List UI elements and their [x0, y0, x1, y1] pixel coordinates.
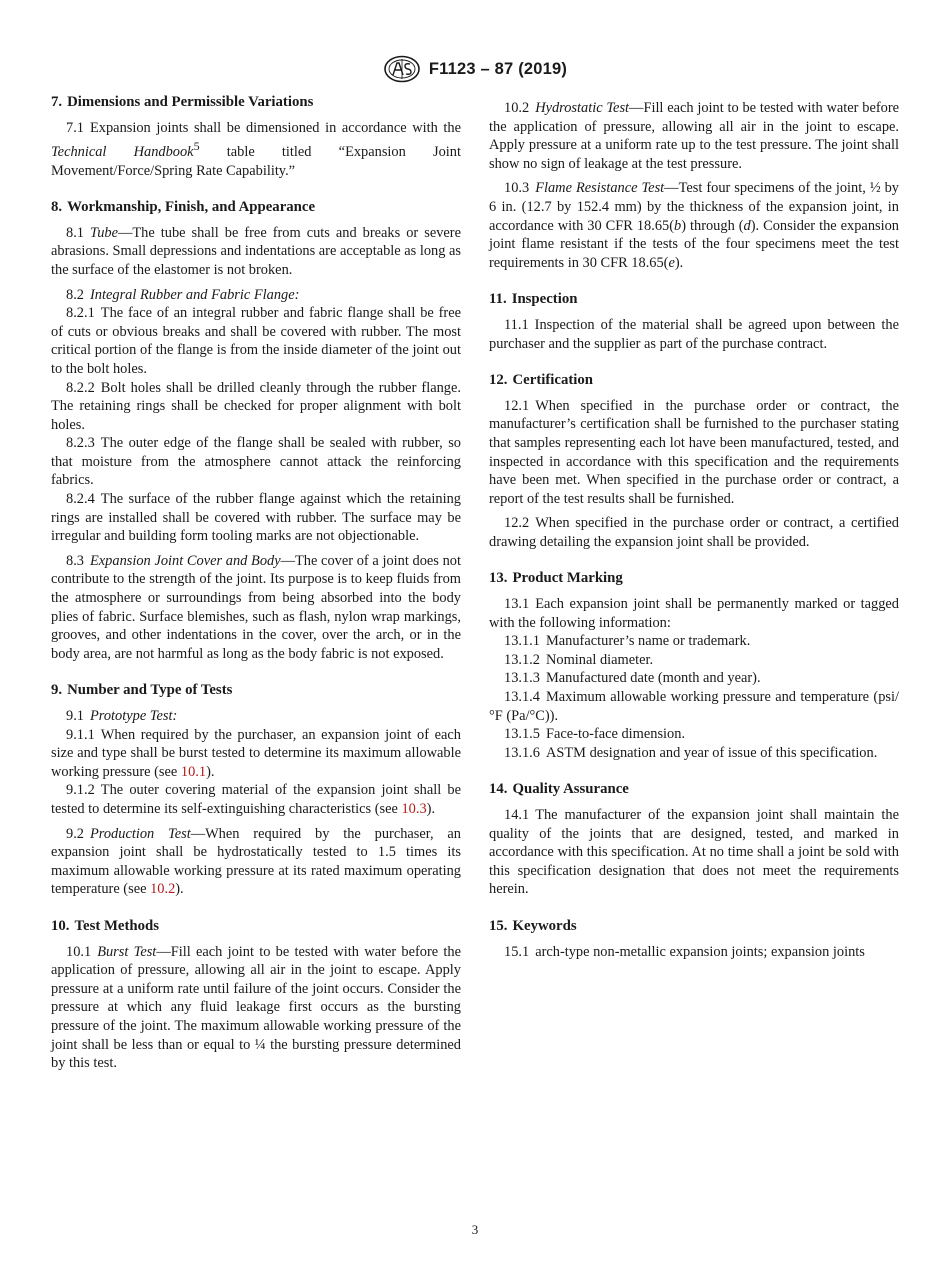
section-title: Product Marking	[512, 570, 623, 587]
paragraph-text: Each expansion joint shall be permanently marked or tagged with the following information:	[489, 596, 899, 631]
clause-number: 15.1	[504, 943, 530, 960]
paragraph-9-1-1	[51, 726, 461, 782]
clause-number: 7.1	[66, 119, 84, 136]
section-title: Workmanship, Finish, and Appearance	[67, 199, 316, 216]
astm-logo-icon	[383, 55, 421, 83]
paragraph-12-1	[489, 397, 899, 509]
paragraph-text: Inspection of the material shall be agreed upon between the purchaser and the supplier as part of the purchase contract.	[489, 316, 899, 352]
paragraph-13-1-4	[489, 688, 899, 725]
paragraph-text: ).	[175, 881, 184, 898]
paragraph-8-2	[51, 286, 461, 305]
cross-reference-link[interactable]: 10.1	[180, 763, 207, 780]
section-number: 15.	[489, 917, 508, 934]
section-15-heading	[489, 917, 899, 936]
clause-number: 13.1	[504, 596, 530, 613]
document-designation: F1123 – 87 (2019)	[428, 59, 568, 78]
paragraph-text: Nominal diameter.	[545, 651, 654, 668]
paragraph-text: Manufactured date (month and year).	[545, 670, 761, 687]
paragraph-text: Expansion joints shall be dimensioned in accordance with the	[90, 119, 461, 136]
paragraph-text: The outer covering material of the expansion joint shall be tested to determine its self-extinguishing characteristics (see	[51, 782, 461, 817]
paragraph-text: —The cover of a joint does not contribute to the strength of the joint. Its purpose is to keep fluids from the atmosphere or surroundings from being absorbed into the body plies of fabric. Surface blemishes, such as flash, nylon wrap markings, grooves, and other indentations in the cover, over the arch, or in the body area, are not harmful as long as the body fabric is not exposed.	[51, 552, 461, 662]
paragraph-15-1	[489, 943, 899, 962]
paragraph-text: When specified in the purchase order or contract, a certified drawing detailing the expansion joint shall be provided.	[489, 515, 899, 550]
section-number: 13.	[489, 570, 508, 587]
clause-number: 12.2	[504, 515, 530, 532]
section-title: Test Methods	[74, 917, 160, 934]
paragraph-text: When required by the purchaser, an expansion joint of each size and type shall be burst tested to determine its maximum allowable working pressure (see	[51, 726, 461, 780]
clause-number: 10.1	[66, 943, 92, 960]
footnote-ref: 5	[193, 139, 200, 154]
section-number: 7.	[51, 94, 63, 110]
page-header	[0, 55, 950, 83]
paragraph-text: ).	[426, 800, 436, 817]
section-14-heading	[489, 780, 899, 799]
paragraph-text: ) through (	[681, 217, 744, 234]
paragraph-text: Manufacturer’s name or trademark.	[545, 633, 751, 650]
section-title: Quality Assurance	[512, 781, 629, 798]
paragraph-text: e	[668, 254, 675, 271]
paragraph-13-1-6	[489, 744, 899, 763]
paragraph-8-3	[51, 552, 461, 664]
section-12-heading	[489, 371, 899, 390]
paragraph-13-1-5	[489, 725, 899, 744]
clause-title: Tube	[90, 224, 118, 241]
paragraph-9-2	[51, 825, 461, 899]
clause-number: 9.1.2	[66, 782, 95, 799]
paragraph-8-1	[51, 224, 461, 280]
clause-number: 8.2.3	[66, 435, 95, 452]
section-title: Certification	[512, 372, 594, 389]
paragraph-7-1	[51, 119, 461, 181]
paragraph-text: The outer edge of the flange shall be sealed with rubber, so that moisture from the atmosphere cannot attack the reinforcing fabrics.	[51, 435, 461, 489]
section-8-heading	[51, 198, 461, 217]
paragraph-text: —Fill each joint to be tested with water before the application of pressure, allowing all air in the joint to escape. Apply pressure at a uniform rate up to the test pressure. The joint shall show no sign of leakage at the test pressure.	[489, 100, 899, 172]
clause-number: 12.1	[504, 397, 530, 414]
paragraph-text: When specified in the purchase order or contract, the manufacturer’s certification shall be furnished to the purchaser stating that samples representing each lot have been manufactured, tested, and inspected in accordance with this specification and the requirements have been met. When specified in the purchase order or contract, a report of the test results shall be furnished.	[489, 397, 899, 507]
paragraph-12-2	[489, 514, 899, 551]
paragraph-10-1	[51, 943, 461, 1073]
clause-number: 10.2	[504, 100, 530, 116]
clause-number: 13.1.1	[504, 633, 540, 650]
clause-number: 14.1	[504, 807, 530, 823]
paragraph-text: d	[743, 217, 751, 234]
clause-number: 8.2	[66, 286, 84, 303]
paragraph-14-1	[489, 806, 899, 899]
section-number: 11.	[489, 291, 507, 308]
clause-title: Expansion Joint Cover and Body	[90, 552, 281, 569]
paragraph-text: arch-type non-metallic expansion joints; expansion joints	[535, 943, 865, 960]
clause-number: 8.1	[66, 224, 84, 241]
paragraph-text: The surface of the rubber flange against which the retaining rings are installed shall be covered with rubber. The surface may be irregular and building form tooling marks are not objectionable.	[51, 491, 461, 545]
clause-number: 11.1	[504, 316, 529, 333]
paragraph-13-1	[489, 595, 899, 632]
section-title: Number and Type of Tests	[67, 682, 233, 699]
section-number: 12.	[489, 372, 508, 389]
section-number: 9.	[51, 682, 63, 699]
paragraph-text: Bolt holes shall be drilled cleanly through the rubber flange. The retaining rings shall be checked for proper alignment with bolt holes.	[51, 379, 461, 433]
paragraph-text: ASTM designation and year of issue of this specification.	[545, 744, 878, 761]
section-13-heading	[489, 569, 899, 588]
clause-number: 8.2.2	[66, 379, 95, 396]
paragraph-text: —Fill each joint to be tested with water before the application of pressure, allowing all air in the joint to escape. Apply pressure at a uniform rate until failure of the joint occurs. Consider the pressure at which any fluid leakage first occurs as the bursting pressure of the joint. The maximum allowable working pressure of the joint shall be less than or equal to ¼ the bursting pressure determined by this test.	[51, 943, 461, 1072]
section-number: 10.	[51, 917, 70, 934]
section-number: 8.	[51, 199, 63, 216]
clause-title: Flame Resistance Test	[535, 180, 665, 197]
clause-number: 9.2	[66, 825, 84, 842]
paragraph-text: Maximum allowable working pressure and temperature (psi/°F (Pa/°C)).	[489, 689, 899, 724]
paragraph-8-2-4	[51, 490, 461, 546]
clause-number: 8.2.1	[66, 305, 95, 322]
clause-number: 13.1.5	[504, 726, 540, 743]
section-title: Keywords	[512, 917, 577, 934]
clause-number: 13.1.3	[504, 670, 540, 687]
clause-number: 8.2.4	[66, 491, 95, 508]
clause-title: Burst Test	[97, 943, 157, 960]
paragraph-10-2	[489, 99, 899, 173]
paragraph-text: The face of an integral rubber and fabric flange shall be free of cuts or obvious breaks and shall be covered with rubber. The most critical portion of the flange is from the inside diameter of the joint out to the bolt holes.	[51, 305, 461, 377]
clause-number: 9.1	[66, 708, 84, 725]
section-11-heading	[489, 290, 899, 309]
section-7-heading	[51, 93, 461, 112]
clause-number: 13.1.6	[504, 744, 540, 761]
section-number: 14.	[489, 781, 508, 798]
paragraph-text: ). Consider the expansion joint flame resistant if the tests of the four specimens meet the test requirements in 30 CFR 18.65(	[489, 217, 899, 271]
left-column	[51, 93, 461, 1073]
page-number: 3	[471, 1222, 479, 1237]
clause-title: Hydrostatic Test	[535, 100, 630, 116]
section-title: Dimensions and Permissible Variations	[67, 94, 314, 110]
clause-number: 9.1.1	[66, 726, 95, 743]
handbook-title: Technical Handbook	[51, 143, 194, 160]
right-column	[489, 93, 899, 961]
clause-number: 13.1.2	[504, 651, 540, 668]
paragraph-9-1	[51, 707, 461, 726]
paragraph-text: ).	[206, 763, 215, 780]
paragraph-text: The manufacturer of the expansion joint shall maintain the quality of the joints that are designed, tested, and marked in accordance with this specification. At no time shall a joint be sold with this specification designation that does not meet the requirements herein.	[489, 807, 899, 898]
paragraph-text: b	[674, 217, 682, 234]
paragraph-text: ).	[674, 254, 684, 271]
clause-number: 13.1.4	[504, 689, 540, 706]
paragraph-text: —When required by the purchaser, an expansion joint shall be hydrostatically tested to 1.5 times its maximum allowable working pressure at its rated maximum operating temperature (see	[51, 825, 461, 898]
paragraph-9-1-2	[51, 781, 461, 818]
clause-number: 10.3	[504, 180, 530, 197]
cross-reference-link[interactable]: 10.2	[150, 881, 176, 898]
paragraph-text: —Test four specimens of the joint, ½ by 6 in. (12.7 by 152.4 mm) by the thickness of the expansion joint, in accordance with 30 CFR 18.65(	[489, 180, 900, 234]
section-10-heading	[51, 917, 461, 936]
section-9-heading	[51, 681, 461, 700]
paragraph-8-2-1	[51, 304, 461, 378]
section-title: Inspection	[511, 291, 578, 308]
paragraph-10-3	[489, 179, 899, 272]
paragraph-13-1-3	[489, 669, 899, 688]
paragraph-11-1	[489, 316, 899, 353]
paragraph-8-2-2	[51, 379, 461, 435]
paragraph-13-1-2	[489, 651, 899, 670]
cross-reference-link[interactable]: 10.3	[401, 800, 427, 817]
clause-title: Production Test	[90, 825, 191, 842]
paragraph-13-1-1	[489, 632, 899, 651]
paragraph-8-2-3	[51, 434, 461, 490]
paragraph-text: Face-to-face dimension.	[545, 726, 686, 743]
clause-title: Prototype Test:	[90, 708, 178, 725]
clause-title: Integral Rubber and Fabric Flange:	[90, 286, 300, 303]
clause-number: 8.3	[66, 552, 84, 569]
paragraph-text: —The tube shall be free from cuts and breaks or severe abrasions. Small depressions and indentations are acceptable as long as the surface of the elastomer is not broken.	[51, 224, 462, 278]
paragraph-text: table titled “Expansion Joint Movement/Force/Spring Rate Capability.”	[51, 143, 461, 179]
